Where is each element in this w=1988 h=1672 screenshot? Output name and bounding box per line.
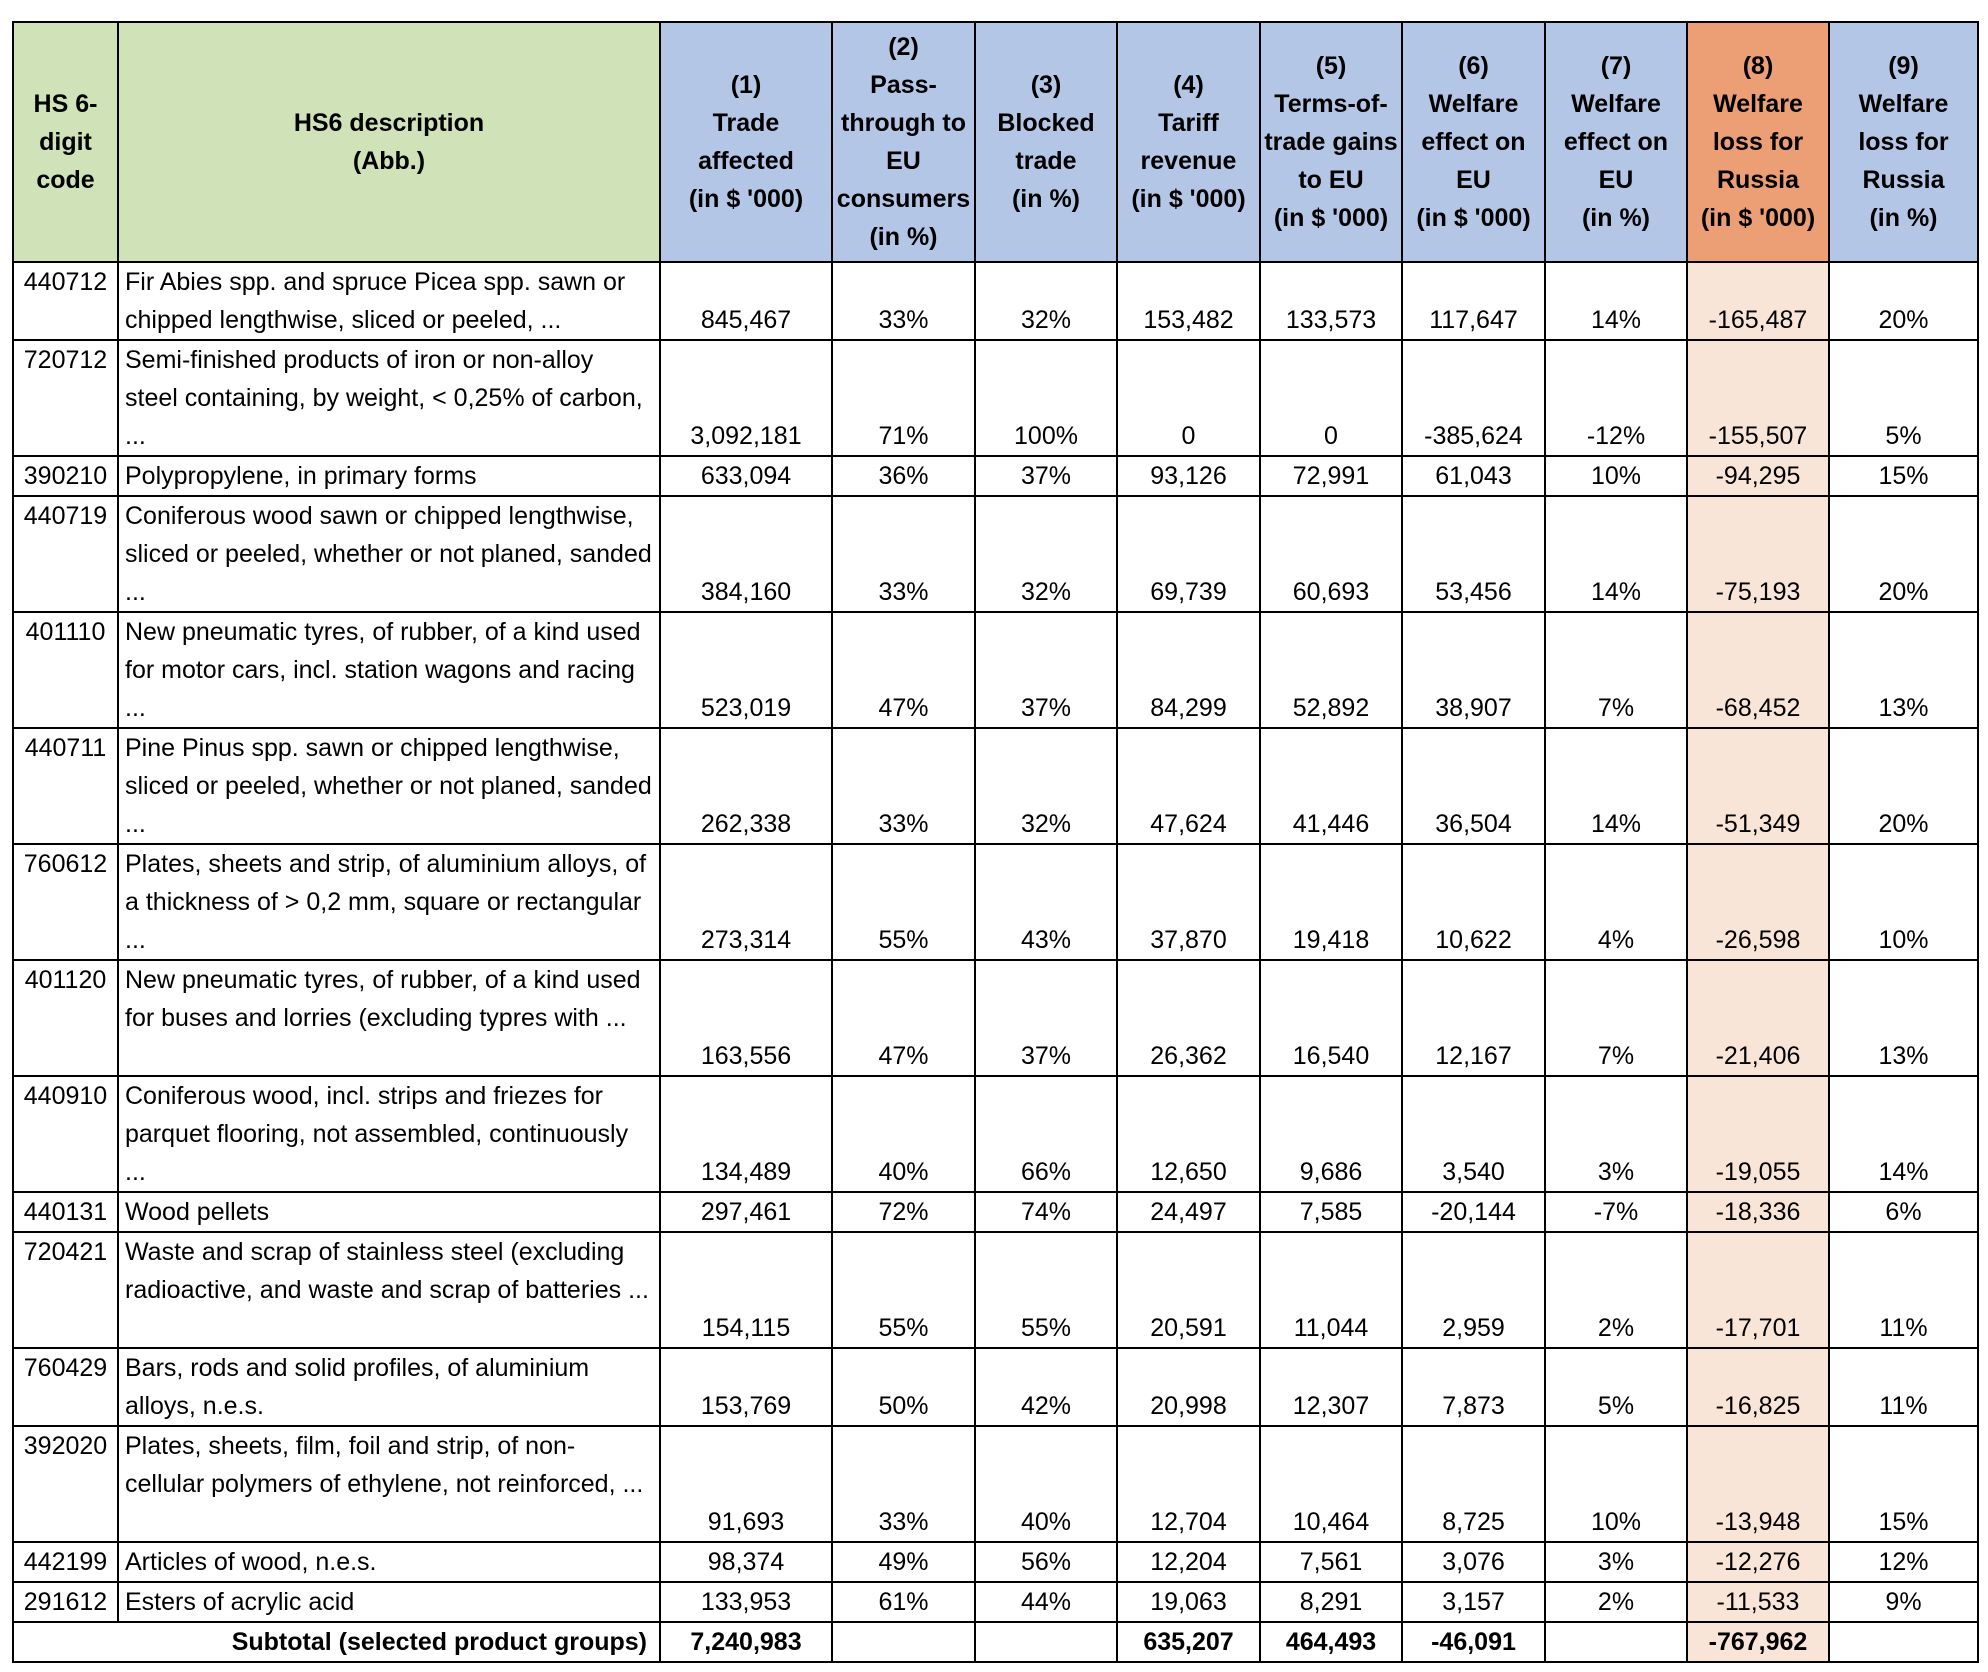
value-cell-col-9: 20% <box>1829 496 1978 612</box>
value-cell-col-7: 14% <box>1545 496 1687 612</box>
header-hs-code-line: code <box>36 166 95 194</box>
value-cell-col-6: 12,167 <box>1402 960 1545 1076</box>
hs-code-cell: 760429 <box>13 1348 118 1426</box>
table-row <box>13 960 1978 1076</box>
header-col-6-line: (in $ '000) <box>1416 204 1531 232</box>
hs-description-cell: Waste and scrap of stainless steel (excluding radioactive, and waste and scrap of batteries ... <box>118 1232 660 1348</box>
hs-description-cell: Pine Pinus spp. sawn or chipped lengthwise, sliced or peeled, whether or not planed, sanded ... <box>118 728 660 844</box>
header-col-7-line: (7) <box>1600 52 1632 80</box>
table-container <box>12 21 1979 1663</box>
welfare-effects-table <box>12 21 1979 1663</box>
header-col-6-line: effect on <box>1421 128 1526 156</box>
header-col-5-line: (5) <box>1315 52 1347 80</box>
hs-description-cell: Wood pellets <box>118 1192 660 1232</box>
header-col-8-line: (8) <box>1742 52 1774 80</box>
hs-description-cell: Bars, rods and solid profiles, of aluminium alloys, n.e.s. <box>118 1348 660 1426</box>
header-col-7-line: Welfare <box>1571 90 1661 118</box>
value-cell-col-4: 84,299 <box>1117 612 1260 728</box>
value-cell-col-7: 10% <box>1545 456 1687 496</box>
table-body <box>13 262 1978 1662</box>
header-col-2-line: through to <box>841 109 966 137</box>
value-cell-col-4: 26,362 <box>1117 960 1260 1076</box>
value-cell-col-8: -68,452 <box>1687 612 1829 728</box>
value-cell-col-1: 384,160 <box>660 496 832 612</box>
value-cell-col-7: 2% <box>1545 1582 1687 1622</box>
header-col-3-line: trade <box>1015 147 1077 175</box>
header-hs-description <box>118 22 660 262</box>
value-cell-col-9: 15% <box>1829 456 1978 496</box>
value-cell-col-2: 55% <box>832 844 975 960</box>
hs-description-cell: Fir Abies spp. and spruce Picea spp. sawn or chipped lengthwise, sliced or peeled, ... <box>118 262 660 340</box>
hs-code-cell: 440712 <box>13 262 118 340</box>
value-cell-col-4: 20,591 <box>1117 1232 1260 1348</box>
subtotal-col-9 <box>1829 1622 1978 1662</box>
value-cell-col-4: 20,998 <box>1117 1348 1260 1426</box>
table-row <box>13 612 1978 728</box>
value-cell-col-1: 297,461 <box>660 1192 832 1232</box>
value-cell-col-6: 3,157 <box>1402 1582 1545 1622</box>
subtotal-col-2 <box>832 1622 975 1662</box>
header-col-1-line: (in $ '000) <box>688 185 804 213</box>
value-cell-col-2: 47% <box>832 960 975 1076</box>
hs-code-cell: 760612 <box>13 844 118 960</box>
header-col-3 <box>975 22 1117 262</box>
hs-description-cell: Semi-finished products of iron or non-alloy steel containing, by weight, < 0,25% of carbon, ... <box>118 340 660 456</box>
table-row <box>13 1426 1978 1542</box>
value-cell-col-9: 9% <box>1829 1582 1978 1622</box>
header-col-8-line: (in $ '000) <box>1700 204 1816 232</box>
value-cell-col-9: 13% <box>1829 612 1978 728</box>
value-cell-col-2: 55% <box>832 1232 975 1348</box>
header-col-2-line: (in %) <box>869 223 938 251</box>
hs-code-cell: 401120 <box>13 960 118 1076</box>
value-cell-col-3: 37% <box>975 612 1117 728</box>
value-cell-col-5: 11,044 <box>1260 1232 1402 1348</box>
value-cell-col-1: 134,489 <box>660 1076 832 1192</box>
value-cell-col-4: 69,739 <box>1117 496 1260 612</box>
value-cell-col-1: 262,338 <box>660 728 832 844</box>
header-col-1 <box>660 22 832 262</box>
hs-code-cell: 440131 <box>13 1192 118 1232</box>
header-col-5-line: Terms-of- <box>1274 90 1388 118</box>
value-cell-col-1: 98,374 <box>660 1542 832 1582</box>
value-cell-col-8: -12,276 <box>1687 1542 1829 1582</box>
value-cell-col-5: 16,540 <box>1260 960 1402 1076</box>
value-cell-col-1: 845,467 <box>660 262 832 340</box>
header-col-2-line: consumers <box>836 185 971 213</box>
header-col-7-line: effect on <box>1563 128 1669 156</box>
header-col-8 <box>1687 22 1829 262</box>
table-row <box>13 1192 1978 1232</box>
table-row <box>13 340 1978 456</box>
header-col-2-line: (2) <box>888 33 919 61</box>
value-cell-col-1: 133,953 <box>660 1582 832 1622</box>
value-cell-col-8: -165,487 <box>1687 262 1829 340</box>
header-hs-code-line: digit <box>39 128 92 156</box>
header-col-4-line: (4) <box>1173 71 1204 99</box>
value-cell-col-8: -17,701 <box>1687 1232 1829 1348</box>
subtotal-col-1: 7,240,983 <box>660 1622 832 1662</box>
value-cell-col-8: -19,055 <box>1687 1076 1829 1192</box>
value-cell-col-8: -21,406 <box>1687 960 1829 1076</box>
value-cell-col-4: 24,497 <box>1117 1192 1260 1232</box>
value-cell-col-3: 42% <box>975 1348 1117 1426</box>
value-cell-col-4: 37,870 <box>1117 844 1260 960</box>
hs-code-cell: 401110 <box>13 612 118 728</box>
subtotal-col-6: -46,091 <box>1402 1622 1545 1662</box>
value-cell-col-7: 2% <box>1545 1232 1687 1348</box>
header-col-3-line: (3) <box>1030 71 1062 99</box>
table-row <box>13 496 1978 612</box>
value-cell-col-3: 55% <box>975 1232 1117 1348</box>
value-cell-col-6: 117,647 <box>1402 262 1545 340</box>
value-cell-col-2: 36% <box>832 456 975 496</box>
hs-code-cell: 390210 <box>13 456 118 496</box>
value-cell-col-6: 53,456 <box>1402 496 1545 612</box>
value-cell-col-3: 37% <box>975 456 1117 496</box>
value-cell-col-2: 47% <box>832 612 975 728</box>
hs-code-cell: 291612 <box>13 1582 118 1622</box>
value-cell-col-5: 41,446 <box>1260 728 1402 844</box>
value-cell-col-3: 32% <box>975 728 1117 844</box>
value-cell-col-9: 13% <box>1829 960 1978 1076</box>
header-col-4 <box>1117 22 1260 262</box>
value-cell-col-3: 40% <box>975 1426 1117 1542</box>
value-cell-col-5: 72,991 <box>1260 456 1402 496</box>
value-cell-col-2: 33% <box>832 1426 975 1542</box>
header-row <box>13 22 1978 262</box>
header-col-4-line: revenue <box>1140 147 1237 175</box>
table-row <box>13 456 1978 496</box>
value-cell-col-2: 33% <box>832 728 975 844</box>
value-cell-col-6: 3,540 <box>1402 1076 1545 1192</box>
table-row <box>13 728 1978 844</box>
value-cell-col-4: 12,650 <box>1117 1076 1260 1192</box>
value-cell-col-2: 50% <box>832 1348 975 1426</box>
value-cell-col-9: 20% <box>1829 262 1978 340</box>
value-cell-col-9: 11% <box>1829 1348 1978 1426</box>
value-cell-col-8: -18,336 <box>1687 1192 1829 1232</box>
table-row <box>13 1076 1978 1192</box>
value-cell-col-8: -155,507 <box>1687 340 1829 456</box>
value-cell-col-1: 153,769 <box>660 1348 832 1426</box>
value-cell-col-7: 14% <box>1545 262 1687 340</box>
value-cell-col-5: 9,686 <box>1260 1076 1402 1192</box>
value-cell-col-1: 633,094 <box>660 456 832 496</box>
header-col-5-line: to EU <box>1298 166 1364 194</box>
header-col-5-line: (in $ '000) <box>1273 204 1389 232</box>
value-cell-col-3: 44% <box>975 1582 1117 1622</box>
value-cell-col-5: 8,291 <box>1260 1582 1402 1622</box>
hs-description-cell: Articles of wood, n.e.s. <box>118 1542 660 1582</box>
value-cell-col-7: -7% <box>1545 1192 1687 1232</box>
header-col-6-line: EU <box>1456 166 1491 194</box>
hs-code-cell: 720421 <box>13 1232 118 1348</box>
value-cell-col-8: -51,349 <box>1687 728 1829 844</box>
value-cell-col-6: 7,873 <box>1402 1348 1545 1426</box>
value-cell-col-1: 91,693 <box>660 1426 832 1542</box>
value-cell-col-6: 38,907 <box>1402 612 1545 728</box>
header-col-9-line: Russia <box>1862 166 1945 194</box>
subtotal-col-5: 464,493 <box>1260 1622 1402 1662</box>
value-cell-col-3: 37% <box>975 960 1117 1076</box>
value-cell-col-3: 43% <box>975 844 1117 960</box>
value-cell-col-9: 5% <box>1829 340 1978 456</box>
value-cell-col-1: 3,092,181 <box>660 340 832 456</box>
value-cell-col-9: 10% <box>1829 844 1978 960</box>
value-cell-col-2: 71% <box>832 340 975 456</box>
table-row <box>13 1348 1978 1426</box>
subtotal-row <box>13 1622 1978 1662</box>
value-cell-col-7: -12% <box>1545 340 1687 456</box>
subtotal-col-4: 635,207 <box>1117 1622 1260 1662</box>
header-col-1-line: Trade <box>712 109 780 137</box>
header-col-7-line: EU <box>1598 166 1634 194</box>
hs-code-cell: 442199 <box>13 1542 118 1582</box>
value-cell-col-3: 100% <box>975 340 1117 456</box>
value-cell-col-9: 12% <box>1829 1542 1978 1582</box>
header-col-9-line: loss for <box>1858 128 1949 156</box>
value-cell-col-2: 33% <box>832 496 975 612</box>
header-col-5 <box>1260 22 1402 262</box>
value-cell-col-3: 56% <box>975 1542 1117 1582</box>
value-cell-col-7: 10% <box>1545 1426 1687 1542</box>
header-col-1-line: (1) <box>730 71 762 99</box>
value-cell-col-8: -16,825 <box>1687 1348 1829 1426</box>
header-col-6-line: (6) <box>1458 52 1489 80</box>
value-cell-col-7: 14% <box>1545 728 1687 844</box>
table-row <box>13 1582 1978 1622</box>
value-cell-col-8: -13,948 <box>1687 1426 1829 1542</box>
header-col-8-line: Welfare <box>1713 90 1803 118</box>
table-row <box>13 1232 1978 1348</box>
value-cell-col-1: 163,556 <box>660 960 832 1076</box>
hs-code-cell: 440719 <box>13 496 118 612</box>
value-cell-col-7: 5% <box>1545 1348 1687 1426</box>
value-cell-col-1: 273,314 <box>660 844 832 960</box>
value-cell-col-4: 47,624 <box>1117 728 1260 844</box>
hs-code-cell: 720712 <box>13 340 118 456</box>
header-hs-code <box>13 22 118 262</box>
hs-description-cell: Esters of acrylic acid <box>118 1582 660 1622</box>
value-cell-col-4: 12,204 <box>1117 1542 1260 1582</box>
header-col-8-line: loss for <box>1712 128 1804 156</box>
value-cell-col-3: 74% <box>975 1192 1117 1232</box>
hs-code-cell: 440711 <box>13 728 118 844</box>
value-cell-col-7: 3% <box>1545 1076 1687 1192</box>
value-cell-col-4: 12,704 <box>1117 1426 1260 1542</box>
header-col-1-line: affected <box>698 147 794 175</box>
value-cell-col-3: 32% <box>975 262 1117 340</box>
value-cell-col-2: 33% <box>832 262 975 340</box>
header-col-4-line: Tariff <box>1158 109 1219 137</box>
header-col-5-line: trade gains <box>1264 128 1398 156</box>
value-cell-col-3: 66% <box>975 1076 1117 1192</box>
value-cell-col-5: 60,693 <box>1260 496 1402 612</box>
header-hs-description-line: (Abb.) <box>352 147 426 175</box>
table-row <box>13 1542 1978 1582</box>
header-col-8-line: Russia <box>1717 166 1799 194</box>
table-row <box>13 844 1978 960</box>
value-cell-col-6: 36,504 <box>1402 728 1545 844</box>
value-cell-col-6: 10,622 <box>1402 844 1545 960</box>
hs-code-cell: 392020 <box>13 1426 118 1542</box>
value-cell-col-7: 7% <box>1545 960 1687 1076</box>
value-cell-col-5: 19,418 <box>1260 844 1402 960</box>
value-cell-col-9: 11% <box>1829 1232 1978 1348</box>
header-hs-code-line: HS 6- <box>33 90 98 118</box>
value-cell-col-5: 52,892 <box>1260 612 1402 728</box>
value-cell-col-1: 523,019 <box>660 612 832 728</box>
value-cell-col-5: 7,561 <box>1260 1542 1402 1582</box>
value-cell-col-5: 0 <box>1260 340 1402 456</box>
value-cell-col-4: 0 <box>1117 340 1260 456</box>
header-col-3-line: Blocked <box>997 109 1095 137</box>
hs-description-cell: Plates, sheets and strip, of aluminium alloys, of a thickness of > 0,2 mm, square or rectangular ... <box>118 844 660 960</box>
header-col-9-line: (9) <box>1888 52 1919 80</box>
value-cell-col-3: 32% <box>975 496 1117 612</box>
header-col-4-line: (in $ '000) <box>1131 185 1246 213</box>
header-col-9-line: Welfare <box>1858 90 1949 118</box>
value-cell-col-2: 72% <box>832 1192 975 1232</box>
value-cell-col-1: 154,115 <box>660 1232 832 1348</box>
value-cell-col-2: 49% <box>832 1542 975 1582</box>
value-cell-col-6: -385,624 <box>1402 340 1545 456</box>
value-cell-col-9: 20% <box>1829 728 1978 844</box>
value-cell-col-2: 61% <box>832 1582 975 1622</box>
value-cell-col-4: 93,126 <box>1117 456 1260 496</box>
header-col-6-line: Welfare <box>1428 90 1519 118</box>
header-col-2 <box>832 22 975 262</box>
hs-description-cell: Polypropylene, in primary forms <box>118 456 660 496</box>
value-cell-col-6: 3,076 <box>1402 1542 1545 1582</box>
subtotal-col-8: -767,962 <box>1687 1622 1829 1662</box>
header-col-2-line: Pass- <box>870 71 937 99</box>
value-cell-col-8: -75,193 <box>1687 496 1829 612</box>
header-col-2-line: EU <box>886 147 921 175</box>
hs-description-cell: Plates, sheets, film, foil and strip, of non-cellular polymers of ethylene, not reinforced, ... <box>118 1426 660 1542</box>
header-col-9 <box>1829 22 1978 262</box>
value-cell-col-8: -26,598 <box>1687 844 1829 960</box>
value-cell-col-6: -20,144 <box>1402 1192 1545 1232</box>
value-cell-col-8: -94,295 <box>1687 456 1829 496</box>
table-row <box>13 262 1978 340</box>
value-cell-col-4: 19,063 <box>1117 1582 1260 1622</box>
hs-description-cell: Coniferous wood sawn or chipped lengthwise, sliced or peeled, whether or not planed, sanded ... <box>118 496 660 612</box>
value-cell-col-9: 14% <box>1829 1076 1978 1192</box>
hs-description-cell: New pneumatic tyres, of rubber, of a kind used for motor cars, incl. station wagons and racing ... <box>118 612 660 728</box>
value-cell-col-5: 10,464 <box>1260 1426 1402 1542</box>
value-cell-col-6: 61,043 <box>1402 456 1545 496</box>
header-hs-description-line: HS6 description <box>293 109 485 137</box>
value-cell-col-4: 153,482 <box>1117 262 1260 340</box>
value-cell-col-6: 2,959 <box>1402 1232 1545 1348</box>
subtotal-col-3 <box>975 1622 1117 1662</box>
value-cell-col-7: 7% <box>1545 612 1687 728</box>
value-cell-col-5: 133,573 <box>1260 262 1402 340</box>
value-cell-col-5: 7,585 <box>1260 1192 1402 1232</box>
subtotal-col-7 <box>1545 1622 1687 1662</box>
header-col-9-line: (in %) <box>1869 204 1938 232</box>
value-cell-col-5: 12,307 <box>1260 1348 1402 1426</box>
hs-description-cell: New pneumatic tyres, of rubber, of a kind used for buses and lorries (excluding typres with ... <box>118 960 660 1076</box>
value-cell-col-8: -11,533 <box>1687 1582 1829 1622</box>
hs-description-cell: Coniferous wood, incl. strips and friezes for parquet flooring, not assembled, continuously ... <box>118 1076 660 1192</box>
header-col-7 <box>1545 22 1687 262</box>
value-cell-col-9: 15% <box>1829 1426 1978 1542</box>
value-cell-col-6: 8,725 <box>1402 1426 1545 1542</box>
subtotal-label: Subtotal (selected product groups) <box>13 1622 660 1662</box>
value-cell-col-2: 40% <box>832 1076 975 1192</box>
value-cell-col-9: 6% <box>1829 1192 1978 1232</box>
header-col-3-line: (in %) <box>1011 185 1081 213</box>
value-cell-col-7: 3% <box>1545 1542 1687 1582</box>
header-col-7-line: (in %) <box>1581 204 1651 232</box>
value-cell-col-7: 4% <box>1545 844 1687 960</box>
hs-code-cell: 440910 <box>13 1076 118 1192</box>
header-col-6 <box>1402 22 1545 262</box>
